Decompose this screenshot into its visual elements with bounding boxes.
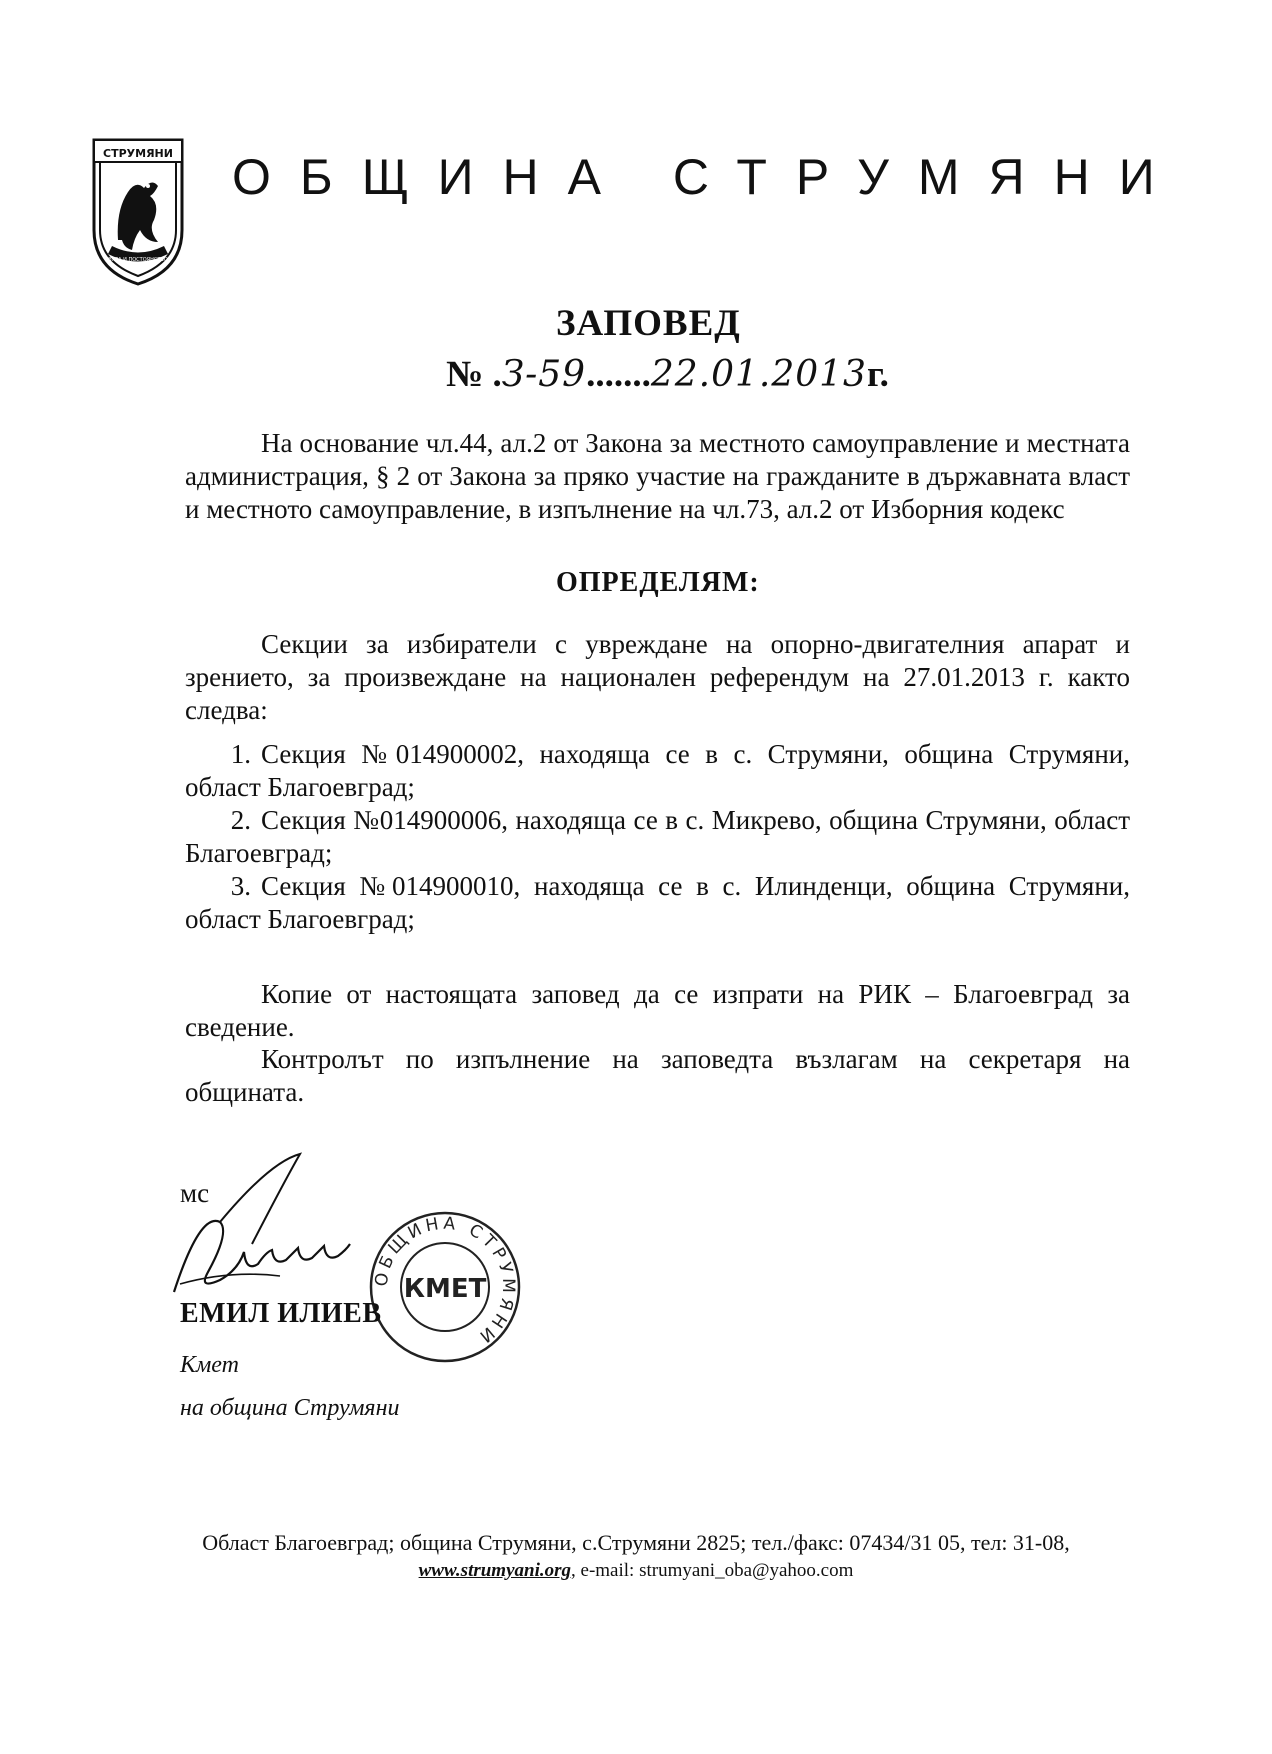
stamp-center-text: КМЕТ [403,1274,487,1304]
order-date-handwritten: 22.01.2013 [650,354,867,395]
list-item: 2. Секция №014900006, находяща се в с. Микрево, община Струмяни, област Благоевград; [185,805,1130,868]
footer-email: , e-mail: strumyani_oba@yahoo.com [571,1560,854,1581]
preamble-paragraph [185,427,1130,526]
control-note-text: Контролът по изпълнение на заповедта възлагам на секретаря на общината. [185,1044,1130,1107]
order-number-handwritten: З-59 [501,354,587,395]
crest-bottom-text: ВЯРА И ПОСТОЯНСТВО [108,257,168,263]
copy-note-text: Копие от настоящата заповед да се изпрати на РИК – Благоевград за сведение. [185,979,1130,1042]
sections-intro-paragraph [185,628,1130,727]
order-title: ЗАПОВЕД [556,303,741,344]
municipality-name-header: ОБЩИНА СТРУМЯНИ [232,149,1184,205]
signer-organization: на община Струмяни [180,1395,400,1421]
order-number-suffix: г. [866,354,889,395]
preparer-initials: мс [180,1178,210,1208]
crest-top-text: СТРУМЯНИ [103,147,173,160]
stamp-ring-text: ОБЩИНА СТРУМЯНИ [371,1213,519,1349]
signer-title: Кмет [180,1352,239,1378]
footer-contacts [0,1560,1272,1582]
official-stamp [365,1207,525,1367]
footer-website-link[interactable]: www.strumyani.org [418,1560,572,1581]
copy-note-paragraph [185,978,1130,1044]
order-number-line: № .З-59.......22.01.2013г. [446,354,889,395]
municipality-crest-logo [88,130,188,286]
sections-intro-text: Секции за избиратели с увреждане на опорно-двигателния апарат и зрението, за произвеждане на национален референдум на 27.01.2013 г. както следва: [185,629,1130,725]
list-item: 1. Секция №014900002, находяща се в с. Струмяни, община Струмяни, област Благоевград; [185,739,1130,802]
handwritten-signature [160,1152,400,1312]
control-note-paragraph [185,1043,1130,1109]
order-number-prefix: № [446,354,484,395]
preamble-text: На основание чл.44, ал.2 от Закона за местното самоуправление и местната администрация, § 2 от Закона за пряко участие на гражданите в държавната власт и местното самоуправление, в изпълнение на чл.73, ал.2 от Изборния кодекс [185,428,1130,524]
polling-section-list [185,738,1130,936]
determine-heading: ОПРЕДЕЛЯМ: [556,567,760,598]
signer-name: ЕМИЛ ИЛИЕВ [180,1298,382,1329]
list-item: 3. Секция №014900010, находяща се в с. Илинденци, община Струмяни, област Благоевград; [185,871,1130,934]
footer-address: Област Благоевград; община Струмяни, с.Струмяни 2825; тел./факс: 07434/31 05, тел: 31-08, [202,1530,1070,1555]
